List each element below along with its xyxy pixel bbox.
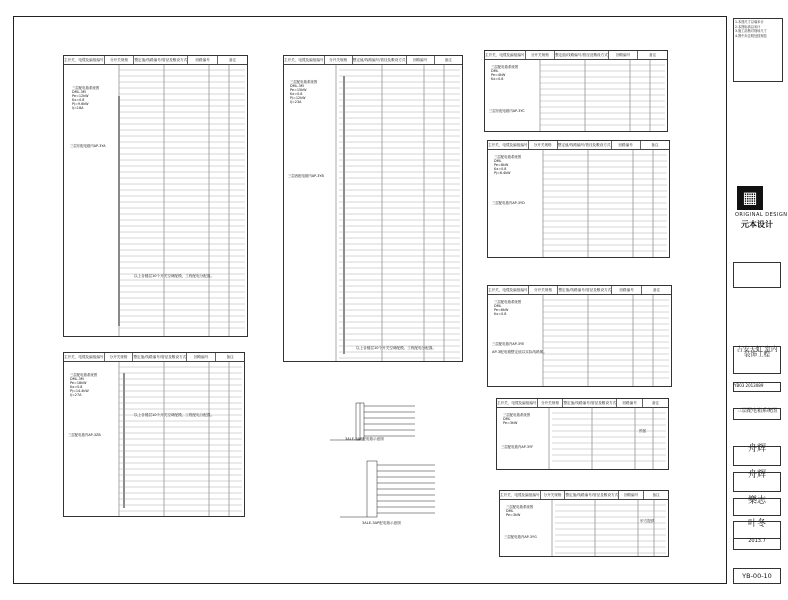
- panel-wiring: [64, 353, 244, 516]
- panel-caption: 三层配电箱系统图 DML-3M Pe=15kW Kx=0.8 Pj=12kW Ij=23A: [290, 80, 318, 104]
- panel-header: 主开关、电缆及编组编号 分开关规格 整定值/线路编号/管径及敷设方式 回路编号 备注: [500, 491, 668, 500]
- panel-wiring: [64, 56, 247, 336]
- general-notes: 1.本图尺寸以毫米计 2.本图标高以米计 3.施工前核对现场尺寸 4.图中未注明处按规范: [733, 18, 783, 82]
- date-value: 2013.7: [733, 538, 781, 550]
- panel-header: 主开关、电缆及编组编号 分开关规格 整定值/线路编号/管径及敷设方式 回路编号 备注: [485, 51, 667, 60]
- panel-note: 预留: [639, 429, 647, 433]
- panel-header: 主开关、电缆及编组编号 分开关规格 整定值/线路编号/管径及敷设方式 回路编号 备注: [64, 353, 244, 362]
- panel-3ye: [487, 285, 672, 387]
- panel-caption: 三层配电箱系统图 DML-3M Pe=18kW Kx=0.8 Pj=14.4kW Ij=27A: [70, 373, 98, 397]
- project-code: YB03 2013089: [733, 382, 781, 392]
- panel-wiring: [488, 141, 669, 257]
- panel-note: 以上各楼层10个开关空调配模，工程配电分配置。: [356, 346, 437, 350]
- title-block: [733, 16, 787, 582]
- panel-caption: 三层配电箱系统图 DML Pe=6kW Kx=0.8: [494, 300, 522, 316]
- panel-3yg: [499, 490, 669, 557]
- panel-wiring: [488, 286, 671, 386]
- panel-3yc: [484, 50, 668, 132]
- diagram-caption-upper: 3ALE-3AP配电箱示意图: [345, 437, 384, 441]
- panel-3ya: [63, 55, 248, 337]
- drawing-title: 三层配电箱系统图: [733, 408, 781, 420]
- panel-box-label: 三层东配电箱内AP-3YA: [70, 144, 106, 148]
- panel-box-label: 三层配电箱内AP-3ZB: [68, 433, 101, 437]
- panel-box-label: 三层东配电箱内AP-3YC: [489, 109, 525, 113]
- panel-note: 以上各楼层10个开关空调配模，工程配电分配置。: [134, 274, 215, 278]
- panel-3yd: [487, 140, 670, 258]
- small-wiring-diagram-lower: [335, 455, 445, 530]
- panel-caption: 三层配电箱系统图 DML Pe=3kW: [506, 505, 534, 517]
- panel-caption: 三层配电箱系统图 DML-3M Pe=12kW Kx=0.8 Pj=9.6kW Ij=18A: [72, 86, 100, 110]
- diagram-caption-lower: 3ALE-3AP配电箱示意图: [362, 521, 401, 525]
- panel-note: 甲方提供: [640, 519, 655, 523]
- panel-header: 主开关、电缆及编组编号 分开关规格 整定值/线路编号/管径及敷设方式 回路编号 备注: [488, 141, 669, 150]
- panel-3yf: [496, 398, 669, 470]
- panel-box-label: 三层配电箱内AP-3YD: [492, 201, 525, 205]
- panel-box-label: 三层配电箱内AP-3YG: [504, 535, 537, 539]
- sheet-number: YB-00-10: [733, 568, 781, 584]
- panel-wiring: [500, 491, 668, 556]
- designer-signature: 舟辉: [733, 446, 781, 466]
- approver-signature: 叶冬: [733, 521, 781, 539]
- panel-note: 以上各楼层10个开关空调配模，工程配电分配置。: [134, 413, 215, 417]
- panel-header: 主开关、电缆及编组编号 分开关规格 整定值/线路编号/管径及敷设方式 回路编号 备注: [284, 56, 462, 65]
- panel-caption: 三层配电箱系统图 DML Pe=8kW Kx=0.8 Pj=6.4kW: [494, 155, 522, 175]
- panel-header: 主开关、电缆及编组编号 分开关规格 整定值/线路编号/管径及敷设方式 回路编号 备注: [488, 286, 671, 295]
- panel-caption: 三层配电箱系统图 DML Pe=3kW: [503, 413, 531, 425]
- panel-3zb: [63, 352, 245, 517]
- panel-header: 主开关、电缆及编组编号 分开关规格 整定值/线路编号/管径及敷设方式 回路编号 备注: [64, 56, 247, 65]
- small-wiring-diagram-upper: [320, 398, 425, 458]
- panel-box-label: 三层配电箱内AP-3YE: [492, 342, 525, 346]
- panel-wiring: [485, 51, 667, 131]
- panel-header: 主开关、电缆及编组编号 分开关规格 整定值/线路编号/管径及敷设方式 回路编号 备注: [497, 399, 668, 408]
- company-name-en: ORIGINAL DESIGN: [735, 212, 788, 218]
- panel-box-label: 三层西配电箱内AP-3YB: [288, 174, 324, 178]
- blank-box: [733, 262, 781, 288]
- company-name-cn: 元本设计: [741, 220, 773, 229]
- panel-wiring: [497, 399, 668, 469]
- panel-wiring: [284, 56, 462, 361]
- panel-3yb: [283, 55, 463, 362]
- reviewer-signature: 樂志: [733, 498, 781, 516]
- panel-box-label: 三层配电箱内AP-3YF: [501, 445, 534, 449]
- checker-signature: 舟辉: [733, 472, 781, 492]
- company-logo: ▦: [737, 186, 763, 210]
- project-name: 吉安天虹 室内装饰工程: [733, 346, 781, 374]
- panel-caption: 三层配电箱系统图 DML Pe=4kW Kx=0.8: [491, 65, 519, 81]
- panel-note: AP-3配电箱整定值以实际线路图。: [492, 350, 547, 354]
